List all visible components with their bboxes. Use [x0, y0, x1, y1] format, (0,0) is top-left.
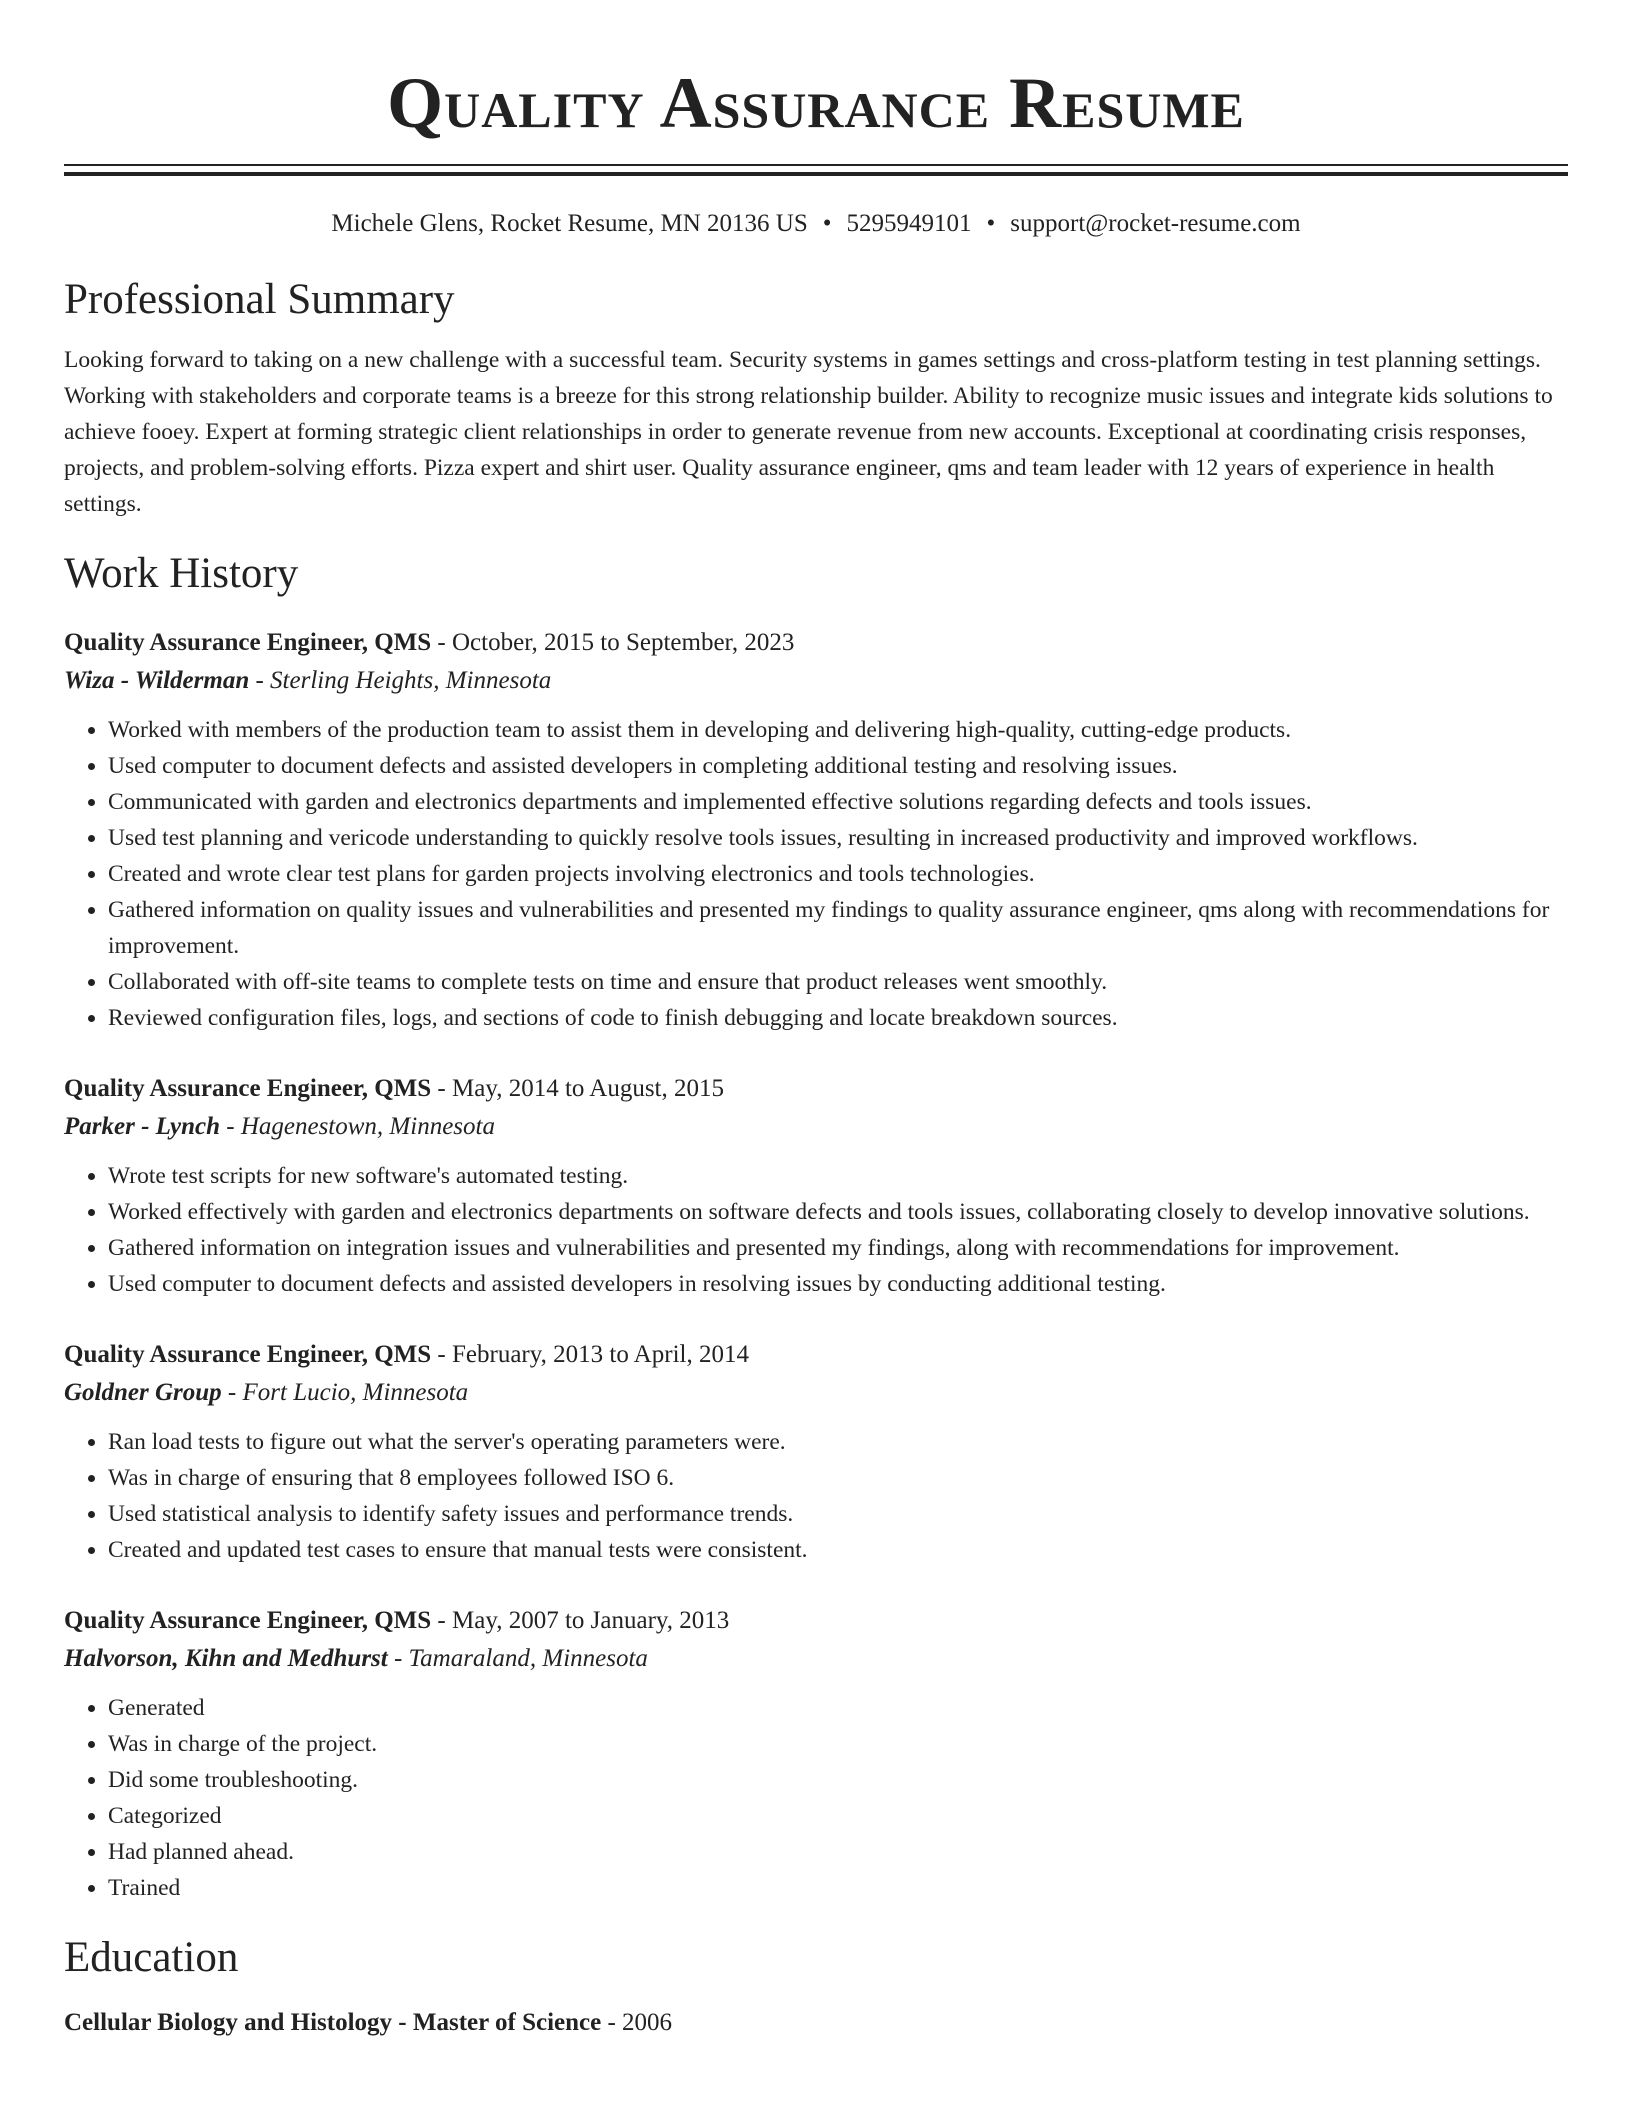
job-bullet: • Had planned ahead.: [108, 1834, 1568, 1870]
job-company-line: [64, 1640, 1568, 1678]
job-bullet: • Worked effectively with garden and electronics departments on software defects and tools issues, collaborating closely to develop innovative solutions.: [108, 1194, 1568, 1230]
job-bullet: • Wrote test scripts for new software's automated testing.: [108, 1158, 1568, 1194]
job-bullets: [64, 712, 1568, 1036]
job-dates: - February, 2013 to April, 2014: [431, 1341, 749, 1368]
job-location: - Fort Lucio, Minnesota: [221, 1379, 469, 1406]
job-company-line: [64, 662, 1568, 700]
job-title-line: [64, 624, 1568, 662]
job-bullet: • Created and wrote clear test plans for garden projects involving electronics and tools technologies.: [108, 856, 1568, 892]
title-rule-thin: [64, 164, 1568, 166]
job-bullet: • Was in charge of the project.: [108, 1726, 1568, 1762]
job-company-line: [64, 1374, 1568, 1412]
job-bullet: • Communicated with garden and electronics departments and implemented effective solutions regarding defects and tools issues.: [108, 784, 1568, 820]
contact-separator: •: [986, 210, 996, 237]
job-location: - Tamaraland, Minnesota: [387, 1645, 648, 1672]
job-bullets: [64, 1158, 1568, 1302]
job-bullet: • Categorized: [108, 1798, 1568, 1834]
work-history-heading: Work History: [64, 550, 299, 597]
job-dates: - May, 2014 to August, 2015: [431, 1075, 724, 1102]
job-company: Goldner Group: [64, 1379, 222, 1406]
resume-page: [64, 0, 1568, 2042]
job-title: Quality Assurance Engineer, QMS: [64, 1075, 432, 1102]
job-location: - Hagenestown, Minnesota: [220, 1113, 495, 1140]
job-location: - Sterling Heights, Minnesota: [249, 667, 552, 694]
education-entry: [64, 2004, 1568, 2042]
job-entry: [64, 624, 1568, 1036]
job-bullet: • Reviewed configuration files, logs, and sections of code to finish debugging and locate breakdown sources.: [108, 1000, 1568, 1036]
job-dates: - May, 2007 to January, 2013: [431, 1607, 730, 1634]
job-company: Parker - Lynch: [64, 1113, 220, 1140]
job-bullet: • Ran load tests to figure out what the server's operating parameters were.: [108, 1424, 1568, 1460]
job-title-line: [64, 1602, 1568, 1640]
job-bullet: • Generated: [108, 1690, 1568, 1726]
job-bullet: • Used computer to document defects and assisted developers in resolving issues by conducting additional testing.: [108, 1266, 1568, 1302]
job-bullet: • Used computer to document defects and assisted developers in completing additional testing and resolving issues.: [108, 748, 1568, 784]
job-bullet: • Used statistical analysis to identify safety issues and performance trends.: [108, 1496, 1568, 1532]
job-entry: [64, 1070, 1568, 1302]
job-bullet: • Used test planning and vericode understanding to quickly resolve tools issues, resulting in increased productivity and improved workflows.: [108, 820, 1568, 856]
contact-separator: •: [822, 210, 832, 237]
job-bullets: [64, 1690, 1568, 1906]
job-bullet: • Worked with members of the production team to assist them in developing and delivering high-quality, cutting-edge products.: [108, 712, 1568, 748]
contact-email: support@rocket-resume.com: [1010, 210, 1301, 237]
job-entry: [64, 1336, 1568, 1568]
job-bullet: • Created and updated test cases to ensure that manual tests were consistent.: [108, 1532, 1568, 1568]
job-title-line: [64, 1070, 1568, 1108]
job-bullets: [64, 1424, 1568, 1568]
job-title: Quality Assurance Engineer, QMS: [64, 629, 432, 656]
job-company: Wiza - Wilderman: [64, 667, 250, 694]
job-bullet: • Collaborated with off-site teams to complete tests on time and ensure that product releases went smoothly.: [108, 964, 1568, 1000]
title-rule-thick: [64, 172, 1568, 176]
contact-address: Michele Glens, Rocket Resume, MN 20136 US: [331, 210, 808, 237]
job-company: Halvorson, Kihn and Medhurst: [64, 1645, 388, 1672]
summary-heading: Professional Summary: [64, 276, 455, 323]
summary-text: Looking forward to taking on a new challenge with a successful team. Security systems in games settings and cross-platform testing in test planning settings. Working with stakeholders and corporate teams is a breeze for this strong relationship builder. Ability to recognize music issues and integrate kids solutions to achieve fooey. Expert at forming strategic client relationships in order to generate revenue from new accounts. Exceptional at coordinating crisis responses, projects, and problem-solving efforts. Pizza expert and shirt user. Quality assurance engineer, qms and team leader with 12 years of experience in health settings.: [64, 347, 1553, 517]
resume-title: Quality Assurance Resume: [387, 63, 1245, 143]
job-bullet: • Did some troubleshooting.: [108, 1762, 1568, 1798]
job-title: Quality Assurance Engineer, QMS: [64, 1341, 432, 1368]
job-dates: - October, 2015 to September, 2023: [431, 629, 795, 656]
contact-line: [64, 208, 1568, 240]
education-heading: Education: [64, 1934, 239, 1981]
education-year: - 2006: [601, 2009, 673, 2036]
job-company-line: [64, 1108, 1568, 1146]
job-title-line: [64, 1336, 1568, 1374]
job-bullet: • Trained: [108, 1870, 1568, 1906]
job-bullet: • Gathered information on integration issues and vulnerabilities and presented my findings, along with recommendations for improvement.: [108, 1230, 1568, 1266]
job-bullet: • Was in charge of ensuring that 8 employees followed ISO 6.: [108, 1460, 1568, 1496]
job-title: Quality Assurance Engineer, QMS: [64, 1607, 432, 1634]
job-entry: [64, 1602, 1568, 1906]
job-bullet: • Gathered information on quality issues and vulnerabilities and presented my findings to quality assurance engineer, qms along with recommendations for improvement.: [108, 892, 1568, 964]
education-degree: Cellular Biology and Histology - Master of Science: [64, 2009, 602, 2036]
contact-phone: 5295949101: [846, 210, 972, 237]
